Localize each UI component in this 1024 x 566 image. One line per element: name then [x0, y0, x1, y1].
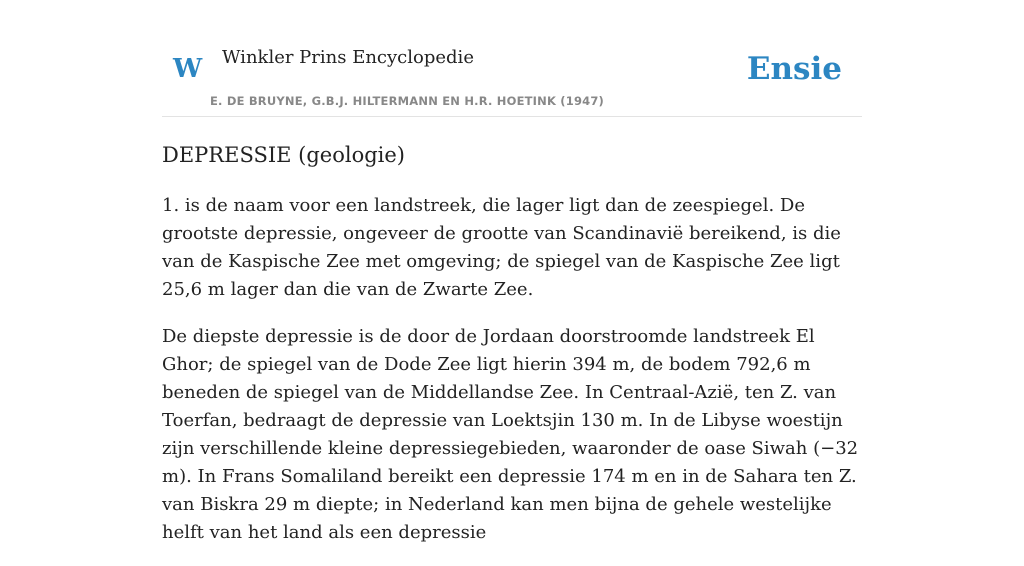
encyclopedia-authors: E. DE BRUYNE, G.B.J. HILTERMANN EN H.R. HOETINK (1947): [210, 94, 605, 108]
winkler-prins-logo[interactable]: W: [173, 54, 203, 84]
article-paragraph: De diepste depressie is de door de Jordaan doorstroomde landstreek El Ghor; de spiegel van de Dode Zee ligt hierin 394 m, de bodem 792,6 m beneden de spiegel van de Middellandse Zee. In Centraal-Azië, ten Z. van Toerfan, bedraagt de depressie van Loektsjin 130 m. In de Libyse woestijn zijn verschillende kleine depressiegebieden, waaronder de oase Siwah (−32 m). In Frans Somaliland bereikt een depressie 174 m en in de Sahara ten Z. van Biskra 29 m diepte; in Nederland kan men bijna de gehele westelijke helft van het land als een depressie: [162, 326, 859, 543]
encyclopedia-title[interactable]: Winkler Prins Encyclopedie: [222, 47, 474, 68]
article-title: DEPRESSIE (geologie): [162, 143, 405, 167]
site-header: [162, 0, 862, 117]
ensie-brand-logo[interactable]: Ensie: [746, 51, 842, 87]
article-paragraph: 1. is de naam voor een landstreek, die lager ligt dan de zeespiegel. De grootste depressie, ongeveer de grootte van Scandinavië bereikend, is die van de Kaspische Zee met omgeving; de spiegel van de Kaspische Zee ligt 25,6 m lager dan die van de Zwarte Zee.: [162, 195, 841, 300]
page: [162, 0, 862, 543]
article-body: [162, 192, 862, 566]
